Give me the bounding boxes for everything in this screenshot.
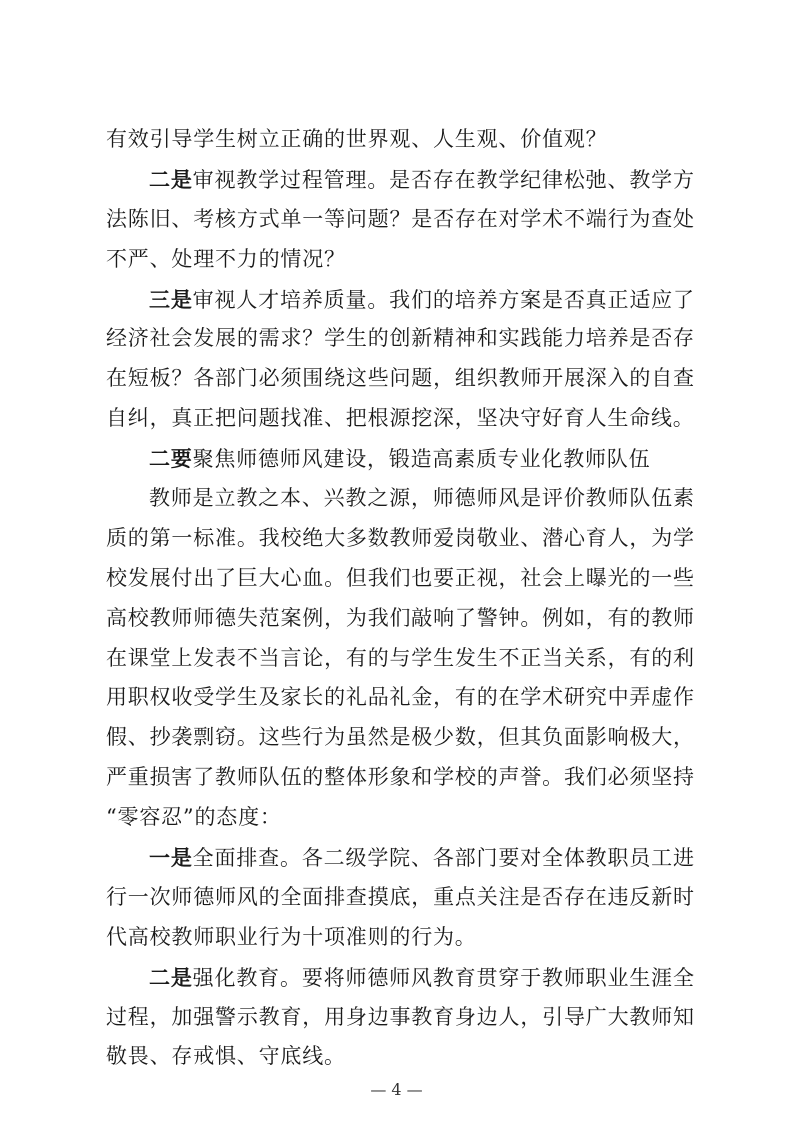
line-text: 假、抄袭剽窃。这些行为虽然是极少数，但其负面影响极大， [106,725,694,750]
text-line [106,240,694,280]
line-text: 质的第一标准。我校绝大多数教师爱岗敬业、潜心育人，为学 [106,525,694,550]
line-text: 高校教师师德失范案例，为我们敲响了警钟。例如，有的教师 [106,605,694,630]
text-line [106,798,694,838]
line-text: 审视人才培养质量。我们的培养方案是否真正适应了 [192,287,695,312]
paragraph [106,439,694,479]
page-number: — 4 — [370,1080,423,1099]
line-text: 行一次师德师风的全面排查摸底，重点关注是否存在违反新时 [106,884,694,909]
paragraph-lead: 二要 [149,446,193,472]
text-line [106,958,694,998]
text-line [106,639,694,679]
text-line [106,399,694,439]
text-line [106,838,694,878]
text-line [106,519,694,559]
line-text: 自纠，真正把问题找准、把根源挖深，坚决守好育人生命线。 [106,406,695,431]
line-text: 不严、处理不力的情况？ [106,246,346,271]
line-text: 严重损害了教师队伍的整体形象和学校的声誉。我们必须坚持 [106,765,694,790]
text-line [106,718,694,758]
paragraph-lead: 二是 [149,964,193,990]
line-text: 聚焦师德师风建设，锻造高素质专业化教师队伍 [192,447,651,472]
paragraph [106,160,694,280]
paragraph-lead: 三是 [149,286,193,312]
line-text: 过程，加强警示教育，用身边事教育身边人，引导广大教师知 [106,1004,694,1029]
line-text: 教师是立教之本、兴教之源，师德师风是评价教师队伍素 [149,486,694,511]
text-line [106,319,694,359]
text-line [106,280,694,320]
text-line [106,439,694,479]
line-text: 在短板？各部门必须围绕这些问题，组织教师开展深入的自查 [106,366,694,391]
line-text: 法陈旧、考核方式单一等问题？是否存在对学术不端行为查处 [106,206,694,231]
line-text: 代高校教师职业行为十项准则的行为。 [106,924,477,949]
line-text: 有效引导学生树立正确的世界观、人生观、价值观？ [106,127,608,151]
paragraph [106,280,694,440]
text-line [106,678,694,718]
text-line [106,758,694,798]
line-text: 用职权收受学生及家长的礼品礼金，有的在学术研究中弄虚作 [106,685,694,710]
line-text: 敬畏、存戒惧、守底线。 [106,1044,346,1069]
text-line [106,1037,694,1077]
paragraph-lead: 一是 [149,845,193,871]
text-line [106,359,694,399]
text-line [106,599,694,639]
paragraph [106,479,694,838]
line-text: 强化教育。要将师德师风教育贯穿于教师职业生涯全 [192,965,695,990]
text-line [106,120,694,160]
line-text: 全面排查。各二级学院、各部门要对全体教职员工进 [192,846,695,871]
paragraph [106,120,694,160]
line-text: 审视教学过程管理。是否存在教学纪律松弛、教学方 [192,167,695,192]
text-line [106,559,694,599]
text-line [106,160,694,200]
line-text: “零容忍”的态度： [106,805,282,830]
paragraph [106,838,694,958]
line-text: 在课堂上发表不当言论，有的与学生发生不正当关系，有的利 [106,645,694,670]
text-line [106,918,694,958]
text-line [106,998,694,1038]
paragraph [106,958,694,1078]
line-text: 校发展付出了巨大心血。但我们也要正视，社会上曝光的一些 [106,565,694,590]
text-line [106,479,694,519]
line-text: 经济社会发展的需求？学生的创新精神和实践能力培养是否存 [106,326,694,351]
document-body [106,120,694,1077]
paragraph-lead: 二是 [149,166,193,192]
text-line [106,878,694,918]
text-line [106,200,694,240]
